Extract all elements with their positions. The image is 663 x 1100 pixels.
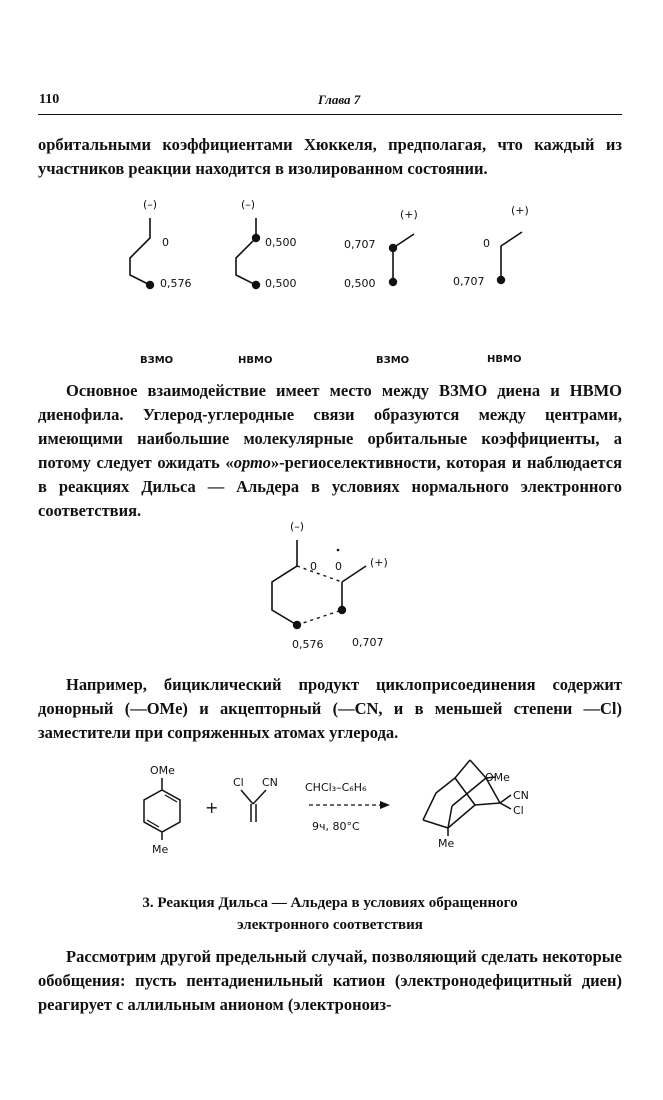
- orto-term: орто: [233, 453, 271, 472]
- header-rule: [38, 114, 622, 115]
- orbital-lobe: [497, 276, 505, 284]
- solvent-label: CHCl₃–C₆H₆: [305, 781, 367, 794]
- diene-lumo-structure: [236, 198, 297, 290]
- sign-plus-1: (+): [400, 208, 418, 221]
- conditions-label: 9ч, 80°C: [312, 820, 360, 833]
- reactant-cn-label: CN: [262, 776, 278, 789]
- ts-coef-0707: 0,707: [352, 636, 384, 649]
- paragraph-4: Рассмотрим другой предельный случай, позволяющий сделать некоторые обобщения: пусть пентадиенильный катион (электронодефицитный диен) реагирует с аллильным анионом (электроноиз-: [38, 947, 622, 1014]
- ts-coef-zero-2: 0: [335, 560, 342, 573]
- page-number: 110: [39, 92, 60, 107]
- paragraph-1: орбитальными коэффициентами Хюккеля, предполагая, что каждый из участников реакции находится в изолированном состоянии.: [38, 135, 622, 178]
- sign-minus-1: (–): [143, 198, 158, 211]
- mo-label-homo-1: ВЗМО: [140, 355, 174, 366]
- ts-coef-0576: 0,576: [292, 638, 324, 651]
- orbital-lobe: [146, 281, 154, 289]
- orbital-lobe: [338, 606, 346, 614]
- ts-sign-plus: (+): [370, 556, 388, 569]
- reactant-cl-label: Cl: [233, 776, 244, 789]
- coef-0576-1: 0,576: [160, 277, 192, 290]
- mo-label-homo-2: ВЗМО: [376, 355, 410, 366]
- orbital-lobe: [293, 621, 301, 629]
- coef-0707-1: 0,707: [344, 238, 376, 251]
- coef-0500-1: 0,500: [265, 236, 297, 249]
- orbital-lobe: [389, 244, 397, 252]
- orbital-lobe: [252, 234, 260, 242]
- paragraph-2-part-1: Основное взаимодействие имеет место между ВЗМО диена и НВМО диенофила. Углерод-углеродные связи образуются между центрами, имеющими наибольшие молекулярные орбитальные коэффициенты, а потому следует ожидать «: [38, 381, 622, 472]
- product-me-label: Me: [438, 837, 455, 850]
- dienophile-lumo-structure: [453, 204, 529, 288]
- coef-zero-2: 0: [483, 237, 490, 250]
- product-ome-label: OMe: [485, 771, 510, 784]
- coef-0707-2: 0,707: [453, 275, 485, 288]
- product-cn-label: CN: [513, 789, 529, 802]
- section-heading-line-1: 3. Реакция Дильса — Альдера в условиях обращенного: [142, 895, 518, 911]
- product-cl-label: Cl: [513, 804, 524, 817]
- plus-sign: +: [205, 798, 219, 817]
- reactant-ome-label: OMe: [150, 764, 175, 777]
- mo-label-lumo-1: НВМО: [238, 355, 273, 366]
- transition-state-diagram: [0, 510, 663, 655]
- paragraph-3: Например, бициклический продукт циклоприсоединения содержит донорный (—OMe) и акцепторный (—CN, и в меньшей степени —Cl) заместители при сопряженных атомах углерода.: [38, 675, 622, 742]
- reactant-me-label: Me: [152, 843, 169, 856]
- coef-0500-2: 0,500: [265, 277, 297, 290]
- paragraph-2: [38, 379, 622, 523]
- mo-label-lumo-2: НВМО: [487, 354, 522, 365]
- section-heading: [38, 892, 622, 936]
- ts-sign-minus: (–): [290, 520, 305, 533]
- dienophile-reactant: [233, 776, 278, 822]
- sign-minus-2: (–): [241, 198, 256, 211]
- orbital-lobe: [389, 278, 397, 286]
- coef-zero-1: 0: [162, 236, 169, 249]
- dot-mark: [337, 549, 340, 552]
- sign-plus-2: (+): [511, 204, 529, 217]
- arrow-head: [380, 801, 390, 809]
- orbital-lobe: [252, 281, 260, 289]
- running-head: Глава 7: [318, 92, 361, 107]
- paragraph-2-part-2: »-региоселективности, которая и наблюдается в реакциях Дильса — Альдера в условиях нормального электронного соответствия.: [38, 453, 622, 520]
- section-heading-line-2: электронного соответствия: [237, 917, 423, 933]
- coef-0500-3: 0,500: [344, 277, 376, 290]
- ts-coef-zero-1: 0: [310, 560, 317, 573]
- reaction-scheme: [0, 755, 663, 870]
- diene-reactant: [144, 764, 180, 856]
- orbital-coefficients-diagram: [0, 190, 663, 375]
- diene-homo-structure: [130, 198, 192, 290]
- dienophile-homo-structure: [344, 208, 418, 290]
- bicyclic-product: [423, 760, 529, 850]
